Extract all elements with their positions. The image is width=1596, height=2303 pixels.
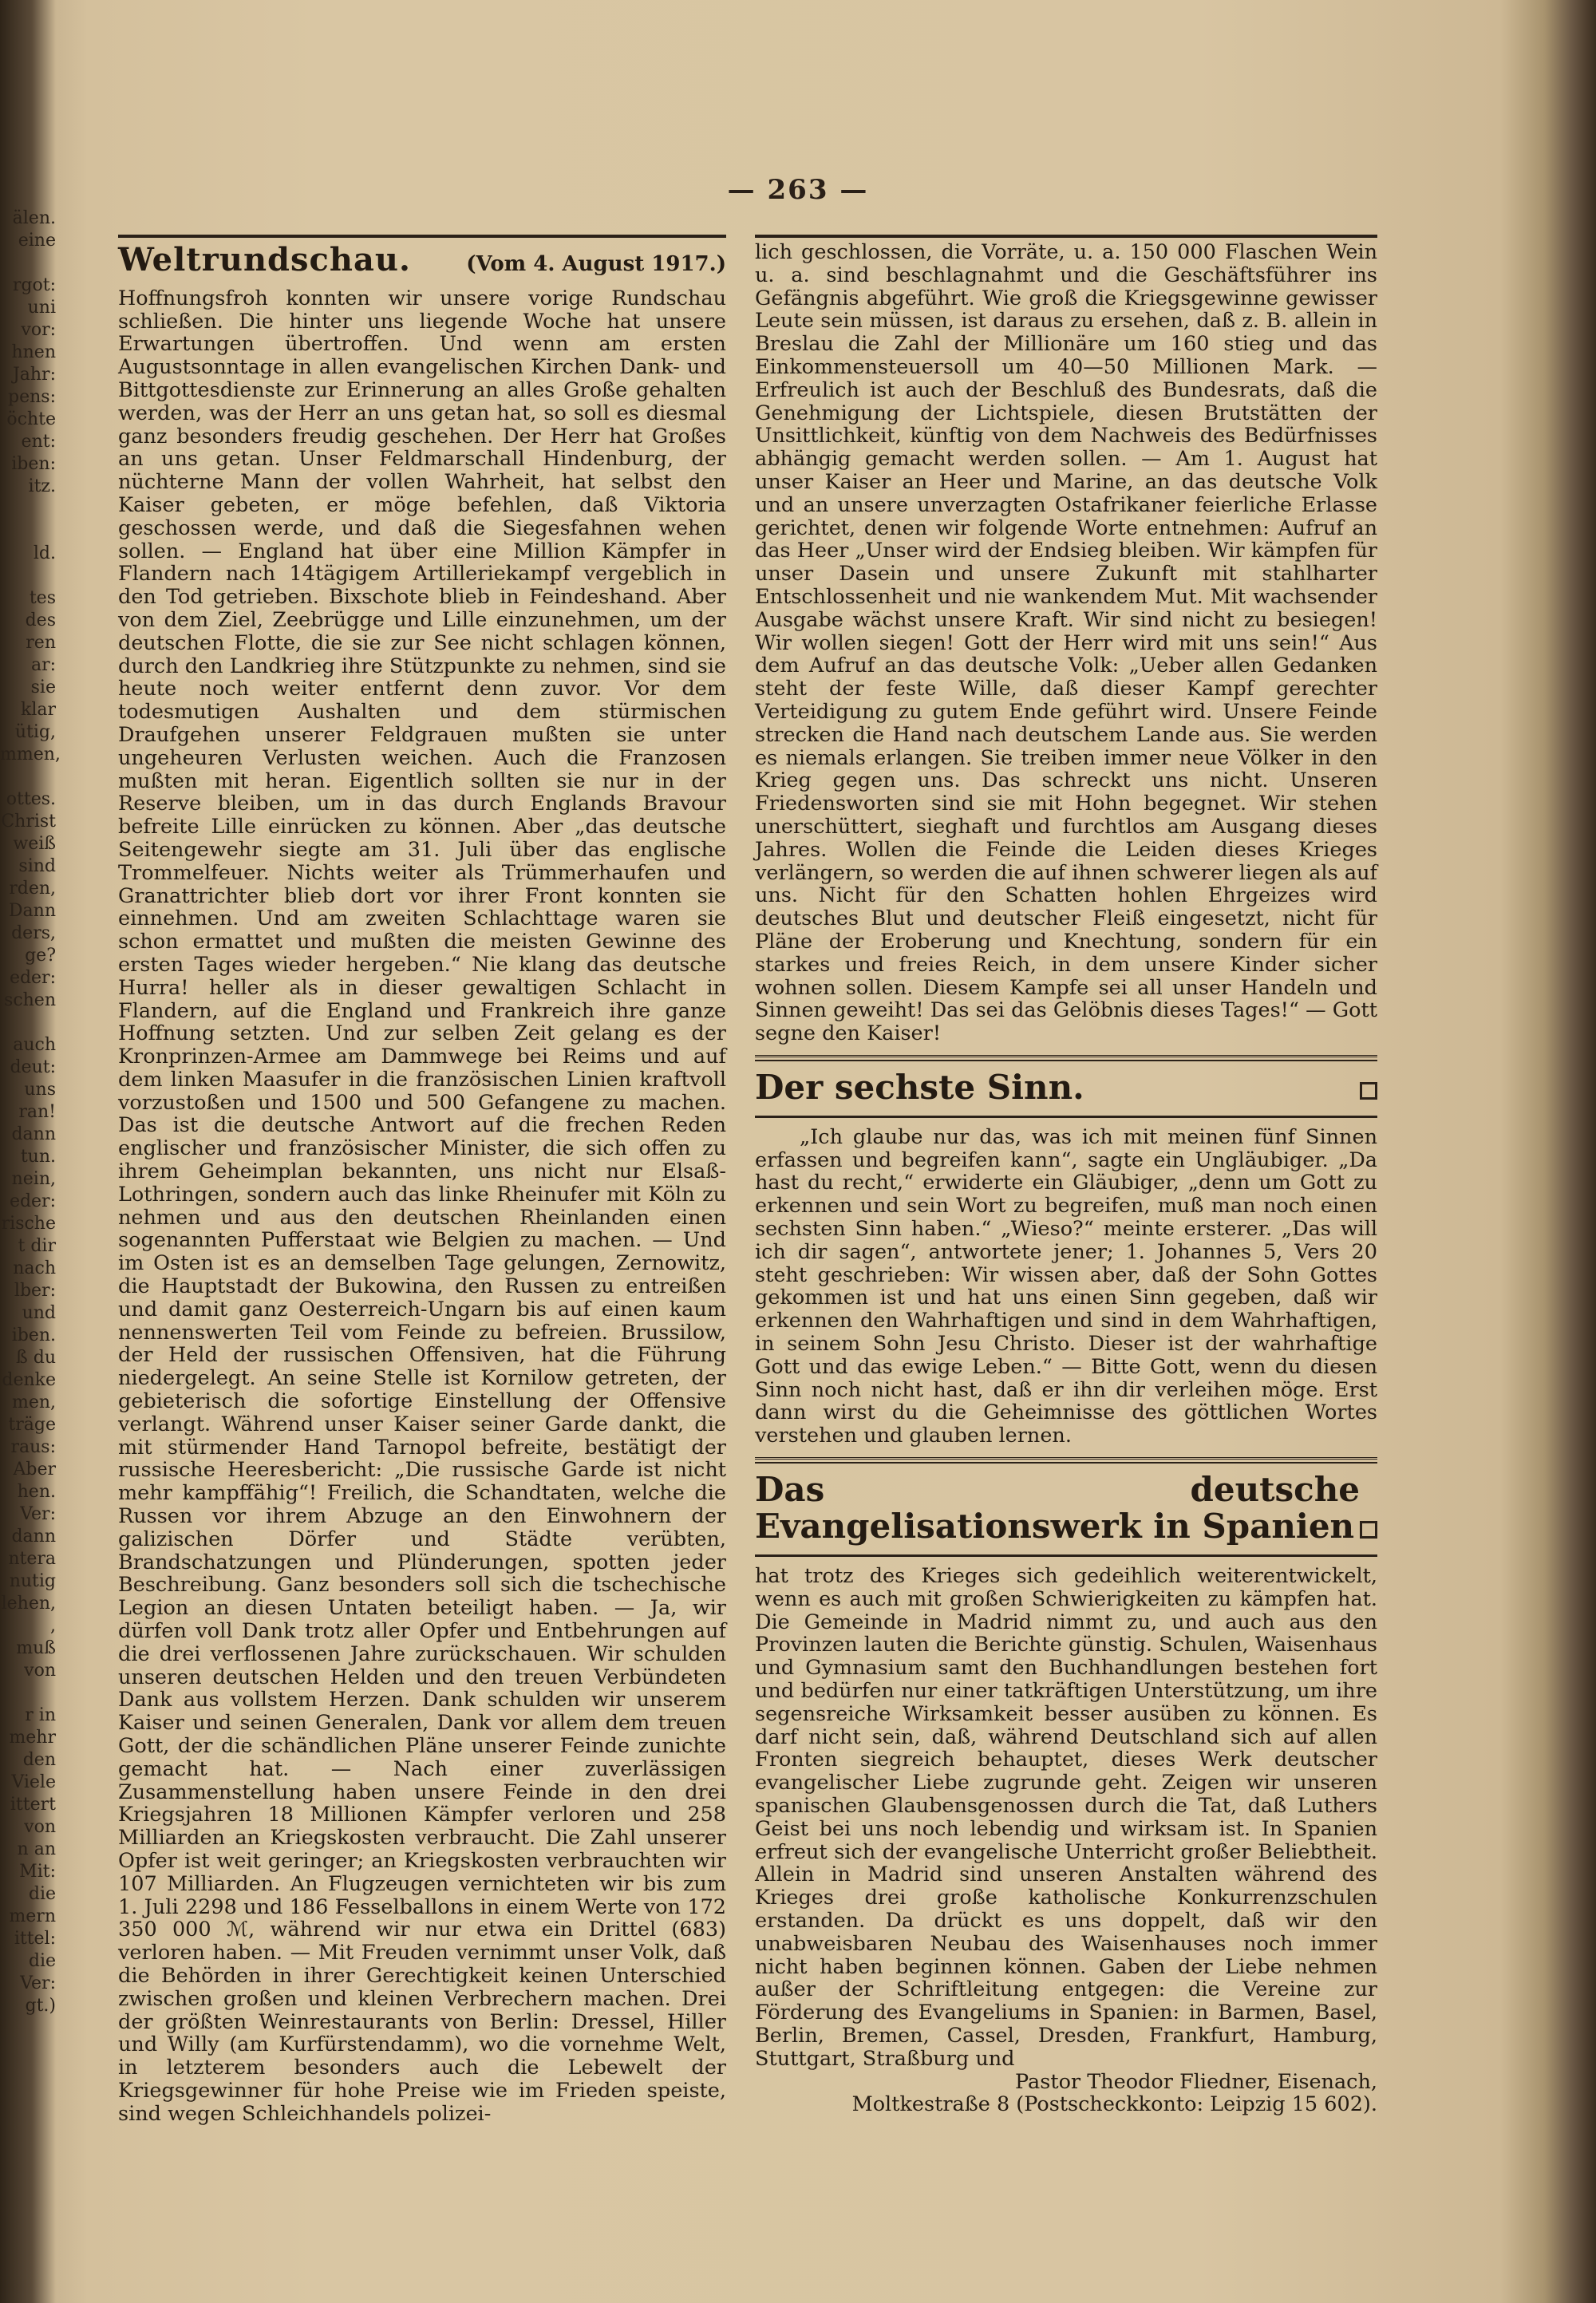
margin-fragment: älen. [12, 208, 56, 228]
margin-fragment: denke [2, 1370, 56, 1390]
margin-fragment: iben: [11, 454, 56, 474]
margin-fragment: hnen [11, 342, 56, 362]
left-column [118, 235, 726, 2126]
weltrundschau-date: (Vom 4. August 1917.) [466, 252, 726, 276]
margin-fragment: dann [11, 1124, 56, 1144]
section-divider [755, 1457, 1377, 1464]
margin-fragment: von [24, 1817, 56, 1837]
margin-fragment: die [28, 1884, 56, 1904]
margin-fragment: und [22, 1303, 56, 1323]
margin-fragment: Christ [1, 812, 56, 832]
margin-fragment: Dann [8, 901, 56, 921]
column-top-rule [118, 235, 726, 238]
margin-fragment: eder: [9, 1191, 56, 1211]
margin-fragment [0, 766, 62, 788]
margin-fragment: men, [11, 1392, 56, 1412]
margin-fragment: tun. [20, 1147, 56, 1167]
sechste-sinn-text: „Ich glaube nur das, was ich mit meinen fünf Sinnen erfassen und begreifen kann“, sagte ein Ungläubiger. „Da hast du recht,“ erwiderte ein Gläubiger, „denn um Gott zu erkennen und sein Wort zu begreifen, muß man noch einen sechsten Sinn haben.“ „Wieso?“ meinte ersterer. „Das will ich dir sagen“, antwortete jener; 1. Johannes 5, Vers 20 steht geschrieben: Wir wissen aber, daß der Sohn Gottes gekommen ist und hat uns einen Sinn gegeben, daß wir erkennen den Wahrhaftigen und sind in dem Wahrhaftigen, in seinem Sohn Jesu Christo. Dieser ist der wahrhaftige Gott und das ewige Leben.“ — Bitte Gott, wenn du diesen Sinn noch nicht hast, daß er ihn dir verleihen möge. Erst dann wirst du die Geheimnisse des göttlichen Wortes verstehen und glauben lernen. [755, 1124, 1377, 1448]
margin-fragment: r in [25, 1705, 56, 1725]
margin-fragment: ottes. [6, 789, 56, 809]
margin-fragment: ütig, [14, 722, 56, 742]
margin-fragment: mmen, [0, 745, 61, 764]
margin-fragment: nutig [9, 1571, 56, 1591]
margin-fragment: ittel: [14, 1929, 56, 1949]
sechste-sinn-title: Der sechste Sinn. [755, 1067, 1084, 1107]
margin-fragment: ran! [18, 1102, 56, 1122]
margin-fragment: Aber [13, 1460, 56, 1479]
margin-fragment: träge [8, 1415, 56, 1435]
margin-fragment: rden, [9, 879, 56, 899]
weltrundschau-title: Weltrundschau. [118, 241, 411, 278]
margin-fragment: uni [27, 298, 56, 318]
margin-fragment: auch [13, 1035, 56, 1055]
margin-fragment: die [28, 1951, 56, 1971]
margin-fragment: Viele [11, 1772, 56, 1792]
margin-fragment: ntera [8, 1549, 56, 1569]
margin-fragment: nein, [11, 1169, 56, 1189]
margin-fragment: mehr [9, 1728, 56, 1748]
margin-fragment: ders, [11, 923, 56, 943]
margin-fragment [0, 520, 62, 543]
margin-fragment: rgot: [12, 275, 56, 295]
margin-fragment: t dir [18, 1236, 56, 1256]
margin-fragment: rische [1, 1214, 56, 1234]
section-divider [755, 1055, 1377, 1061]
margin-fragment: tes [29, 588, 56, 608]
margin-fragment: ar: [30, 655, 56, 675]
margin-fragment: Ver: [20, 1504, 56, 1524]
margin-fragment: sie [30, 677, 56, 697]
margin-fragment: iben. [11, 1325, 56, 1345]
margin-fragment: ld. [33, 543, 56, 563]
margin-fragment: Ver: [20, 1973, 56, 1993]
margin-fragment [0, 252, 62, 275]
margin-fragment [0, 565, 62, 587]
square-ornament-icon [1360, 1521, 1377, 1539]
margin-fragment: von [24, 1661, 56, 1681]
margin-fragment: ent: [21, 432, 56, 452]
margin-fragment: eder: [9, 968, 56, 988]
square-ornament-icon [1360, 1082, 1377, 1100]
margin-fragment: itz. [28, 476, 56, 496]
signature-name: Pastor Theodor Fliedner, Eisenach, [1015, 2069, 1377, 2094]
margin-fragment: lehen, [1, 1594, 56, 1614]
section-divider [755, 1554, 1377, 1557]
margin-fragment: ß du [16, 1348, 56, 1368]
margin-fragment: öchte [6, 409, 56, 429]
margin-fragment: lber: [14, 1281, 56, 1301]
margin-fragment: n an [17, 1839, 56, 1859]
margin-fragment: mern [9, 1906, 56, 1926]
margin-fragment: ren [26, 633, 56, 653]
margin-fragment: , [50, 1616, 56, 1636]
margin-fragment: deut: [10, 1057, 56, 1077]
margin-fragment: muß [16, 1638, 56, 1658]
margin-fragment: weiß [13, 834, 56, 854]
section-divider [755, 1116, 1377, 1118]
column-top-rule [755, 235, 1377, 238]
sechste-sinn-header [755, 1069, 1377, 1106]
right-column [755, 235, 1377, 2116]
margin-fragment: hen. [17, 1482, 56, 1502]
margin-fragment: schen [4, 990, 56, 1010]
evangelisation-title: Das deutsche Evangelisationswerk in Spanien [755, 1470, 1360, 1547]
margin-fragment: sind [18, 856, 56, 876]
margin-fragment: Jahr: [12, 365, 56, 385]
margin-fragment: ittert [10, 1795, 56, 1815]
margin-fragment [0, 1012, 62, 1034]
margin-fragment: eine [18, 231, 56, 251]
margin-fragment: nach [13, 1258, 56, 1278]
margin-fragment: gt.) [25, 1996, 56, 2016]
evangelisation-header [755, 1471, 1377, 1545]
margin-fragment: vor: [21, 320, 56, 340]
evangelisation-text: hat trotz des Krieges sich gedeihlich weiterentwickelt, wenn es auch mit großen Schwierigkeiten zu kämpfen hat. Die Gemeinde in Madrid nimmt zu, und auch aus den Provinzen lauten die Berichte günstig. Schulen, Waisenhaus und Gymnasium samt den Buchhandlungen bestehen fort und bedürfen nur einer tatkräftigen Unterstützung, um ihre segensreiche Wirksamkeit besser ausüben zu können. Es darf nicht sein, daß, während Deutschland sich auf allen Fronten siegreich behauptet, dieses Werk deutscher evangelischer Liebe zugrunde geht. Zeigen wir unseren spanischen Glaubensgenossen durch die Tat, daß Luthers Geist bei uns noch lebendig und wirksam ist. In Spanien erfreut sich der evangelische Unterricht großer Beliebtheit. Allein in Madrid sind unseren Anstalten während des Krieges drei große katholische Konkurrenzschulen erstanden. Da drückt es uns doppelt, daß wir den unabweisbaren Neubau des Waisenhauses noch immer nicht haben beginnen können. Gaben der Liebe nehmen außer der Schriftleitung entgegen: die Vereine zur Förderung des Evangeliums in Spanien: in Barmen, Basel, Berlin, Bremen, Cassel, Dresden, Frankfurt, Hamburg, Stuttgart, Straßburg und [755, 1564, 1377, 2071]
margin-fragment: des [25, 610, 56, 630]
weltrundschau-text-part2: lich geschlossen, die Vorräte, u. a. 150 000 Flaschen Wein u. a. sind beschlagnahmt und die Geschäftsführer ins Gefängnis abgeführt. Wie groß die Kriegsgewinne gewisser Leute sein müssen, ist daraus zu ersehen, daß z. B. allein in Breslau die Zahl der Millionäre um 160 stieg und das Einkommensteuersoll um 40—50 Millionen Mark. — Erfreulich ist auch der Beschluß des Bundesrats, daß die Genehmigung der Lichtspiele, diesen Brutstätten der Unsittlichkeit, künftig von dem Nachweis des Bedürfnisses abhängig gemacht werden sollen. — Am 1. August hat unser Kaiser an Heer und Marine, an das deutsche Volk und an unsere unverzagten Ostafrikaner feierliche Erlasse gerichtet, denen wir folgende Worte entnehmen: Aufruf an das Heer „Unser wird der Endsieg bleiben. Wir kämpfen für unser Dasein und unsere Zukunft mit stahlharter Entschlossenheit und nie wankendem Mut. Mit wachsender Ausgabe wächst unsere Kraft. Wir sind nicht zu besiegen! Wir wollen siegen! Gott der Herr wird mit uns sein!“ Aus dem Aufruf an das deutsche Volk: „Ueber allen Gedanken steht der feste Wille, daß dieser Kampf gerechter Verteidigung zu gutem Ende geführt wird. Unsere Feinde strecken die Hand nach deutschem Lande aus. Sie werden es niemals erlangen. Sie treiben immer neue Völker in den Krieg gegen uns. Das schreckt uns nicht. Unseren Friedensworten sind sie mit Hohn begegnet. Wir stehen unerschüttert, sieghaft und furchtlos am Ausgang dieses Jahres. Wollen die Feinde die Leiden dieses Krieges verlängern, so werden die auf ihnen schwerer liegen als auf uns. Nicht für den Schatten hohlen Ehrgeizes wird deutsches Blut und deutscher Fleiß eingesetzt, nicht für Pläne der Eroberung und Knechtung, sondern für ein starkes und freies Reich, in dem unsere Kinder sicher wohnen sollen. Diesem Kampfe sei all unser Handeln und Sinnen geweiht! Das sei das Gelöbnis dieses Tages!“ — Gott segne den Kaiser! [755, 240, 1377, 1046]
weltrundschau-header [118, 241, 726, 278]
margin-fragment: klar [21, 700, 56, 720]
margin-fragment: dann [11, 1527, 56, 1547]
margin-fragment [0, 1682, 62, 1705]
margin-fragment: uns [24, 1080, 56, 1100]
margin-fragment: ge? [25, 946, 56, 966]
signature-address: Moltkestraße 8 (Postscheckkonto: Leipzig 15 602). [851, 2092, 1377, 2117]
previous-page-edge [0, 207, 62, 2139]
margin-fragment: den [22, 1750, 56, 1770]
weltrundschau-text-part1: Hoffnungsfroh konnten wir unsere vorige Rundschau schließen. Die hinter uns liegende Woche hat unsere Erwartungen übertroffen. Und wenn am ersten Augustsonntage in allen evangelischen Kirchen Dank- und Bittgottesdienste zur Erinnerung an alles Große gehalten werden, was der Herr an uns getan hat, so soll es diesmal ganz besonders freudig geschehen. Der Herr hat Großes an uns getan. Unser Feldmarschall Hindenburg, der nüchterne Mann der vollen Wahrheit, hat selbst den Kaiser gebeten, er möge befehlen, daß Viktoria geschossen werde, und daß die Siegesfahnen wehen sollen. — England hat über eine Million Kämpfer in Flandern nach 14tägigem Artilleriekampf vergeblich in den Tod getrieben. Bixschote blieb in Feindeshand. Aber von dem Ziel, Zeebrügge und Lille einzunehmen, um der deutschen Flotte, die sie zur See nicht schlagen können, durch den Landkrieg ihre Stützpunkte zu nehmen, sind sie heute noch weiter entfernt denn zuvor. Vor dem todesmutigen Aushalten und dem stürmischen Draufgehen unserer Feldgrauen mußten sie unter ungeheuren Verlusten weichen. Auch die Franzosen mußten mit heran. Eigentlich sollten sie nur in der Reserve bleiben, um in das durch Englands Bravour befreite Lille einrücken zu können. Aber „das deutsche Seitengewehr siegte am 31. Juli über das englische Trommelfeuer. Nichts weiter als Trümmerhaufen und Granattrichter blieb dort vor ihrer Front konnten sie einnehmen. Und am zweiten Schlachttage waren sie schon ermattet und mußten die meisten Gewinne des ersten Tages wieder hergeben.“ Nie klang das deutsche Hurra! heller als in dieser gewaltigen Schlacht in Flandern, auf die England und Frankreich ihre ganze Hoffnung setzten. Und zur selben Zeit gelang es der Kronprinzen-Armee am Dammwege bei Reims und auf dem linken Maasufer in die französischen Linien kraftvoll vorzustoßen und 1500 und 500 Gefangene zu machen. Das ist die deutsche Antwort auf die frechen Reden englischer und französischer Minister, die sich offen zu ihrem Geheimplan bekannten, uns nicht nur Elsaß-Lothringen, sondern auch das linke Rheinufer mit Köln zu nehmen und aus den deutschen Rheinlanden einen sogenannten Pufferstaat wie Belgien zu machen. — Und im Osten ist es an demselben Tage gelungen, Zernowitz, die Hauptstadt der Bukowina, den Russen zu entreißen und damit ganz Oesterreich-Ungarn bis auf einen kaum nennenswerten Teil vom Feinde zu befreien. Brussilow, der Held der russischen Offensiven, hat die Führung niedergelegt. An seine Stelle ist Kornilow getreten, der gebieterisch die sofortige Einstellung der Offensive verlangt. Während unser Kaiser seiner Garde dankt, die mit stürmender Hand Tarnopol befreite, bestätigt der russische Heeresbericht: „Die russische Garde ist nicht mehr kampffähig“! Freilich, die Schandtaten, welche die Russen vor ihrem Abzuge an den Einwohnern der galizischen Dörfer und Städte verübten, Brandschatzungen und Plünderungen, spotten jeder Beschreibung. Ganz besonders soll sich die tschechische Legion an diesen Untaten beteiligt haben. — Ja, wir dürfen voll Dank trotz aller Opfer und Entbehrungen auf die drei verflossenen Jahre zurückschauen. Wir schulden unseren deutschen Helden und den treuen Verbündeten Dank aus vollstem Herzen. Dank schulden wir unserem Kaiser und seinen Generalen, Dank vor allem dem treuen Gott, der die schändlichen Pläne unserer Feinde zunichte gemacht hat. — Nach einer zuverlässigen Zusammenstellung haben unsere Feinde in den drei Kriegsjahren 18 Millionen Kämpfer verloren und 258 Milliarden an Kriegskosten verbraucht. Die Zahl unserer Opfer ist weit geringer; an Kriegskosten verbrauchten wir 107 Milliarden. An Flugzeugen vernichteten wir bis zum 1. Juli 2298 und 186 Fesselballons in einem Werte von 172 350 000 ℳ, während wir nur etwa ein Drittel (683) verloren haben. — Mit Freuden vernimmt unser Volk, daß die Behörden in ihrer Gerechtigkeit keinen Unterschied zwischen großen und kleinen Verbrechern machen. Drei der größten Weinrestaurants von Berlin: Dressel, Hiller und Willy (am Kurfürstendamm), wo die vornehme Welt, in letzterem besonders auch die Lebewelt der Kriegsgewinner für hohe Preise wie im Frieden speiste, sind wegen Schleichhandels polizei- [118, 286, 726, 2126]
margin-fragment: Mit: [19, 1862, 56, 1882]
margin-fragment: raus: [10, 1437, 56, 1457]
margin-fragment [0, 498, 62, 520]
page-number: — 263 — [727, 174, 869, 206]
margin-fragment: pens: [8, 387, 56, 407]
